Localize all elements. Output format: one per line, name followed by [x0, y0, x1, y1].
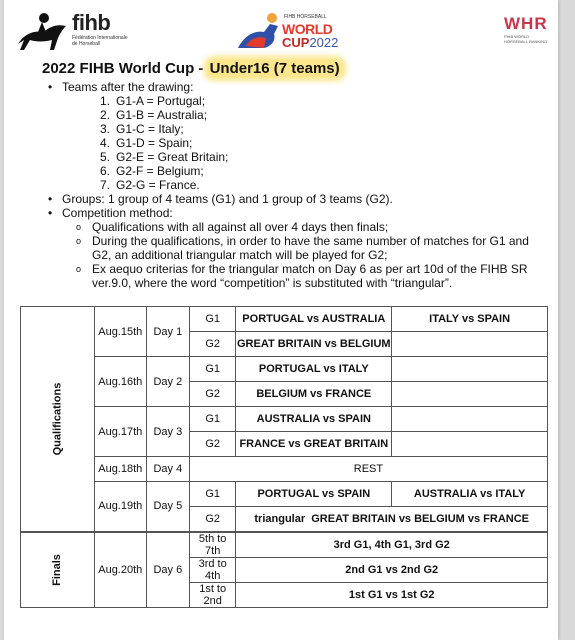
- list-item: 3. G1-C = Italy;: [100, 122, 184, 136]
- empty-cell: [392, 407, 548, 432]
- teams-intro: • Teams after the drawing:: [44, 80, 544, 94]
- match-cell: GREAT BRITAIN vs BELGIUM: [236, 332, 392, 357]
- teams-list: [44, 94, 544, 192]
- placement-cell: 3rd to 4th: [189, 557, 236, 582]
- date-cell: Aug.15th: [94, 307, 146, 357]
- date-cell: Aug.17th: [94, 407, 146, 457]
- match-cell: 3rd G1, 4th G1, 3rd G2: [236, 532, 548, 558]
- title-group: Under16 (7 teams): [209, 60, 340, 77]
- group-cell: G2: [189, 382, 236, 407]
- group-cell: G1: [189, 407, 236, 432]
- day-cell: Day 1: [146, 307, 189, 357]
- table-row: [21, 532, 548, 558]
- match-cell: triangular GREAT BRITAIN vs BELGIUM vs FRANCE: [236, 507, 548, 532]
- day-cell: Day 3: [146, 407, 189, 457]
- list-item: 7. G2-G = France.: [100, 178, 200, 192]
- match-cell: AUSTRALIA vs SPAIN: [236, 407, 392, 432]
- match-cell: 1st G1 vs 1st G2: [236, 582, 548, 607]
- list-item: 5. G2-E = Great Britain;: [100, 150, 229, 164]
- title-main: 2022 FIHB World Cup -: [42, 60, 208, 77]
- fihb-name: fihb: [72, 10, 111, 35]
- world-cup-year: 2022: [309, 35, 339, 50]
- empty-cell: [392, 332, 548, 357]
- day-cell: Day 6: [146, 532, 189, 608]
- method-intro: • Competition method:: [44, 206, 544, 220]
- whr-subtitle: FIHB WORLD HORSEBALL RANKING: [504, 34, 548, 44]
- world-cup-horse-icon: [236, 8, 286, 54]
- fihb-logo: [14, 8, 128, 54]
- day-cell: Day 4: [146, 457, 189, 482]
- group-cell: G2: [189, 332, 236, 357]
- rest-cell: REST: [189, 457, 547, 482]
- whr-name: WHR: [504, 14, 548, 33]
- list-item: 4. G1-D = Spain;: [100, 136, 193, 150]
- date-cell: Aug.20th: [94, 532, 146, 608]
- schedule-table: [20, 306, 548, 608]
- world-cup-cup-text: CUP: [282, 35, 310, 50]
- document-body: [44, 80, 544, 290]
- title-highlight: [208, 60, 342, 77]
- groups-text: • Groups: 1 group of 4 teams (G1) and 1 group of 3 teams (G2).: [44, 192, 544, 206]
- group-cell: G1: [189, 357, 236, 382]
- day-cell: Day 5: [146, 482, 189, 532]
- world-cup-world-text: WORLD: [282, 21, 333, 37]
- qualifications-label: Qualifications: [21, 307, 95, 532]
- match-cell: PORTUGAL vs ITALY: [236, 357, 392, 382]
- method-item: o Ex aequo criterias for the triangular match on Day 6 as per art 10d of the FIHB SR ver.9.0, where the word “competition” is substituted with “triangular”.: [44, 262, 544, 290]
- world-cup-cup-line: [282, 35, 338, 50]
- day-cell: Day 2: [146, 357, 189, 407]
- table-row: [21, 357, 548, 382]
- match-cell: PORTUGAL vs SPAIN: [236, 482, 392, 507]
- match-cell: AUSTRALIA vs ITALY: [392, 482, 548, 507]
- placement-cell: 5th to 7th: [189, 532, 236, 558]
- table-row: [21, 407, 548, 432]
- list-item: 2. G1-B = Australia;: [100, 108, 208, 122]
- table-row: [21, 457, 548, 482]
- group-cell: G2: [189, 432, 236, 457]
- group-cell: G1: [189, 482, 236, 507]
- match-cell: BELGIUM vs FRANCE: [236, 382, 392, 407]
- table-row: [21, 482, 548, 507]
- match-cell: ITALY vs SPAIN: [392, 307, 548, 332]
- world-cup-small-text: FIHB HORSEBALL: [284, 14, 327, 20]
- method-item: o Qualifications with all against all over 4 days then finals;: [44, 220, 544, 234]
- page-title: [42, 60, 342, 77]
- date-cell: Aug.18th: [94, 457, 146, 482]
- empty-cell: [392, 357, 548, 382]
- empty-cell: [392, 382, 548, 407]
- list-item: 6. G2-F = Belgium;: [100, 164, 204, 178]
- finals-label: Finals: [21, 532, 95, 608]
- fihb-subtitle: Fédération Internationale de Horseball: [72, 35, 128, 47]
- document-page: [4, 0, 558, 640]
- empty-cell: [392, 432, 548, 457]
- match-cell: 2nd G1 vs 2nd G2: [236, 557, 548, 582]
- table-row: [21, 307, 548, 332]
- group-cell: G2: [189, 507, 236, 532]
- match-cell: FRANCE vs GREAT BRITAIN: [236, 432, 392, 457]
- method-item: o During the qualifications, in order to have the same number of matches for G1 and G2, an additional triangular match will be played for G2;: [44, 234, 544, 262]
- match-cell: PORTUGAL vs AUSTRALIA: [236, 307, 392, 332]
- date-cell: Aug.16th: [94, 357, 146, 407]
- whr-logo: [502, 14, 552, 48]
- group-cell: G1: [189, 307, 236, 332]
- list-item: 1. G1-A = Portugal;: [100, 94, 206, 108]
- date-cell: Aug.19th: [94, 482, 146, 532]
- horse-rider-icon: [14, 8, 70, 52]
- placement-cell: 1st to 2nd: [189, 582, 236, 607]
- world-cup-logo: [236, 8, 339, 56]
